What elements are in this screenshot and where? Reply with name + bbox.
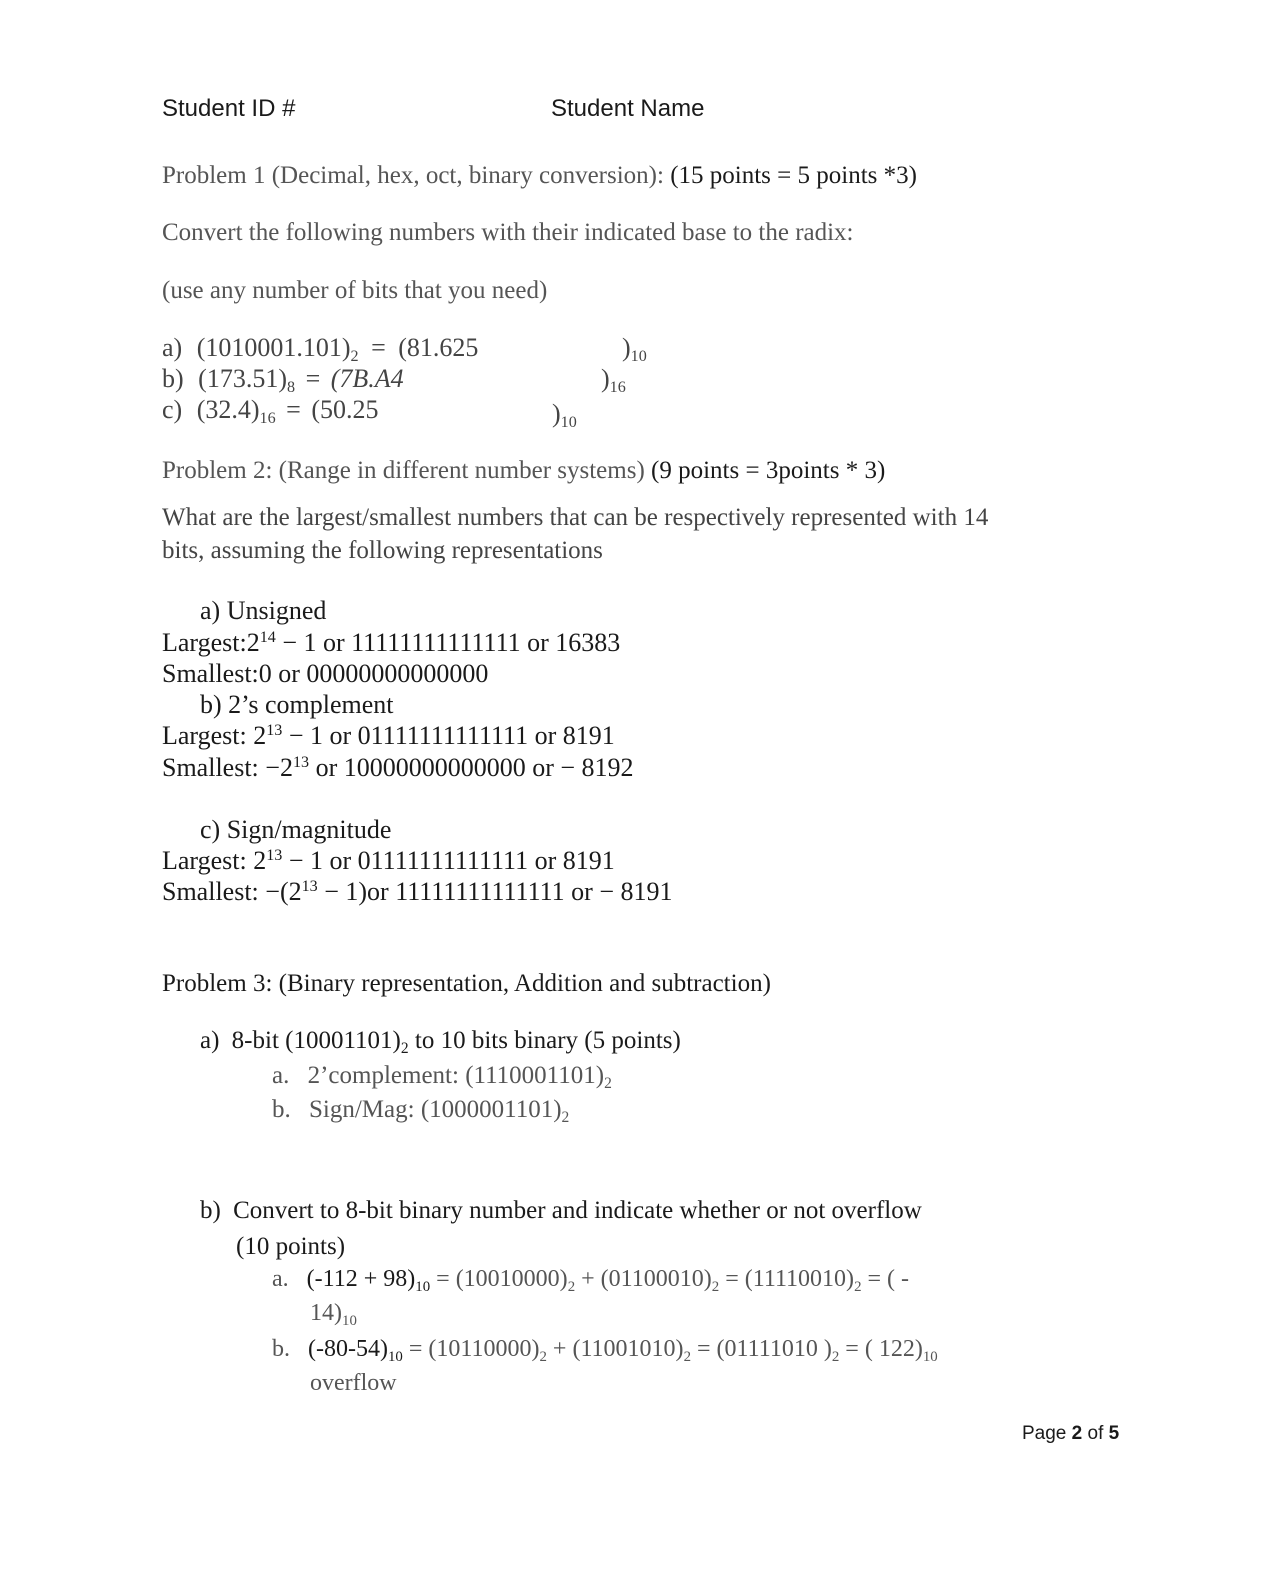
student-name-label: Student Name: [551, 95, 705, 122]
item-lhs-base: 8: [287, 379, 296, 397]
problem-1-item-b: [162, 364, 404, 397]
item-eq: =: [371, 333, 386, 362]
problem-3-a: a) 8-bit $(10001101)_2$ to 10 bits binary (5 points): [200, 1027, 681, 1057]
problem-2-title: Problem 2: (Range in different number systems): [162, 457, 652, 484]
problem-2-question-line1: What are the largest/smallest numbers that can be respectively represented with 14: [162, 504, 989, 531]
problem-3-b: b) Convert to 8-bit binary number and indicate whether or not overflow: [200, 1197, 922, 1224]
item-answer: (7B.A4: [330, 364, 404, 393]
item-lhs-base: 2: [350, 348, 359, 366]
problem-2-b-smallest: Smallest: $-2^{13}$ or 10000000000000 or − 8192: [162, 753, 634, 782]
problem-3-b-sub-a: a. $(-112 + 98)_{10} = (10010000)_2 + (01100010)_2 = (11110010)_2$ = ( -: [272, 1266, 910, 1295]
item-lhs: (32.4): [196, 395, 260, 424]
problem-2-heading: [162, 457, 885, 485]
problem-2-b-largest: Largest: $2^{13} - 1$ or 01111111111111 or 8191: [162, 721, 615, 750]
problem-3-b-sub-b: b. $(-80-54)_{10} = (10110000)_2 + (11001010)_2 = (01111010$ )$_2$ = ( $122)_{10}$: [272, 1336, 938, 1365]
student-id-label: Student ID #: [162, 95, 296, 122]
problem-3-b-sub-a-line2: $14)_{10}$: [310, 1300, 357, 1329]
problem-1-heading: [162, 162, 917, 190]
item-lhs-base: 16: [259, 410, 276, 428]
item-answer: (81.625: [398, 333, 479, 362]
problem-2-a-heading: a) Unsigned: [200, 596, 327, 625]
problem-1-instruction: Convert the following numbers with their indicated base to the radix:: [162, 219, 854, 246]
item-label: c): [162, 395, 183, 424]
item-eq: =: [286, 395, 301, 424]
problem-1-item-a: [162, 333, 478, 366]
problem-1-item-a-close: )$_{10}$: [622, 333, 647, 366]
problem-2-a-smallest: Smallest:0 or 00000000000000: [162, 659, 489, 688]
item-answer: (50.25: [311, 395, 379, 424]
item-eq: =: [305, 364, 321, 393]
problem-1-item-c-close: )$_{10}$: [552, 399, 577, 432]
problem-1-points: (15 points = 5 points *3): [670, 162, 917, 189]
problem-2-question-line2: bits, assuming the following representations: [162, 537, 603, 564]
problem-3-heading: Problem 3: (Binary representation, Addition and subtraction): [162, 970, 771, 997]
item-label: a): [162, 333, 183, 362]
problem-2-a-largest: $Largest:2^{14} - 1$ or 11111111111111 or 16383: [162, 628, 621, 657]
problem-2-c-smallest: Smallest: $-(2^{13} - 1)or$ 11111111111111 or − 8191: [162, 877, 673, 906]
problem-1-note: (use any number of bits that you need): [162, 277, 548, 304]
problem-3-a-sub-a: a. 2’complement: $(1110001101)_2$: [272, 1062, 612, 1092]
page-number: Page 2 of 5: [1022, 1423, 1120, 1444]
problem-2-c-heading: c) Sign/magnitude: [200, 815, 392, 844]
item-lhs: (1010001.101): [196, 333, 351, 362]
item-label: b): [162, 364, 184, 393]
problem-3-b-line2: (10 points): [236, 1233, 346, 1260]
problem-2-c-largest: Largest: $2^{13} - 1$ or 01111111111111 or 8191: [162, 846, 615, 875]
item-lhs: (173.51): [198, 364, 287, 393]
problem-3-a-sub-b: b. Sign/Mag: $(1000001101)_2$: [272, 1096, 570, 1126]
problem-1-title: Problem 1 (Decimal, hex, oct, binary conversion):: [162, 162, 671, 189]
problem-1-item-b-close: )$_{16}$: [601, 364, 626, 397]
problem-1-item-c: [162, 395, 378, 428]
problem-3-b-sub-b-line2: overflow: [310, 1370, 397, 1396]
problem-2-points: (9 points = 3points * 3): [651, 457, 886, 484]
problem-2-b-heading: b) 2’s complement: [200, 690, 394, 719]
